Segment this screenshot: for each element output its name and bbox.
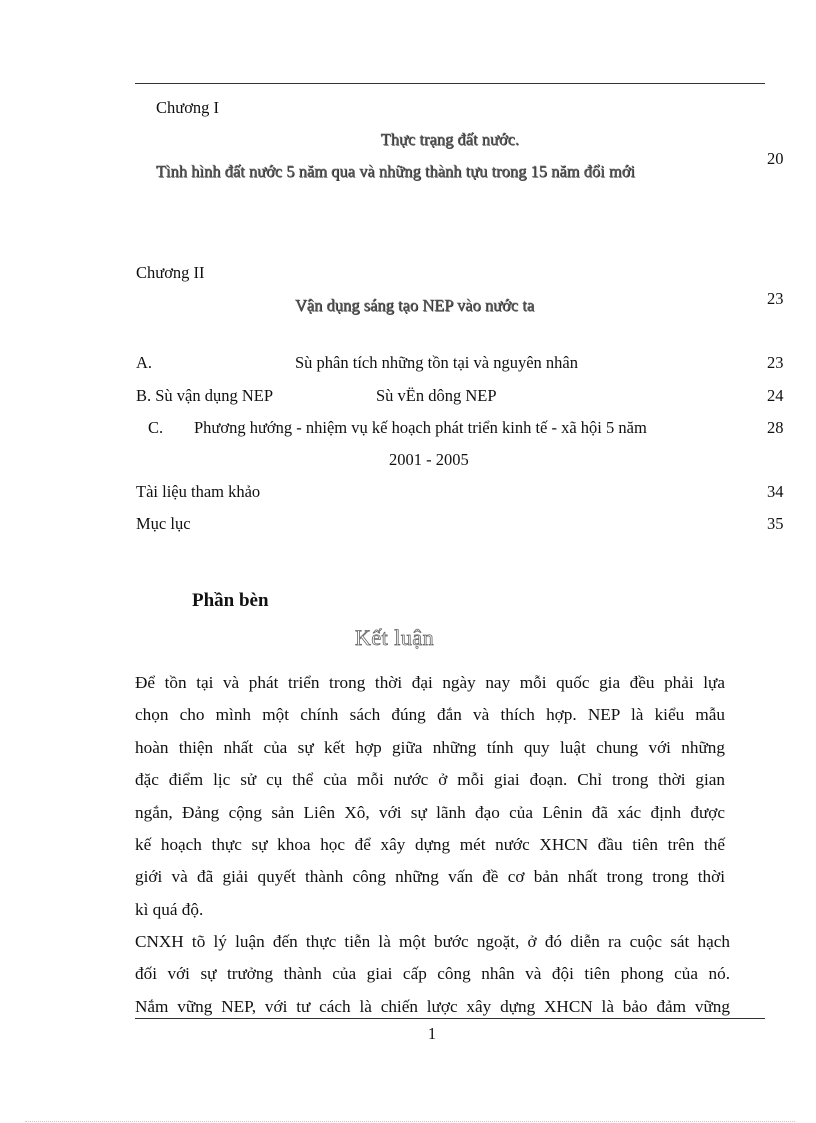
chapter1-title-line1 xyxy=(0,130,816,150)
page-number xyxy=(0,1024,816,1044)
part-heading: Phần bèn xyxy=(192,590,269,611)
toc-entry-references: Tài liệu tham khảo xyxy=(136,482,261,501)
chapter1-label: Chương I xyxy=(156,98,220,117)
toc-entry-c-continuation: 2001 - 2005 xyxy=(389,450,469,469)
chapter1-title-line2: Tình hình đất nước 5 năm qua và những thành tựu trong 15 năm đổi mới xyxy=(156,162,636,181)
toc-entry-c-prefix: C. xyxy=(148,418,164,437)
chapter2-title: Vận dụng sáng tạo NEP vào nước ta xyxy=(295,296,535,315)
paragraph-line: CNXH tõ lý luận đến thực tiễn là một bước ngoặt, ở đó diễn ra cuộc sát hạch xyxy=(135,932,730,951)
toc-entry-a-text: Sù phân tích những tồn tại và nguyên nhân xyxy=(295,353,578,372)
chapter1-title-line1-text: Thực trạng đất nước. xyxy=(380,130,520,149)
page-boundary xyxy=(25,1121,795,1122)
toc-entry-contents: Mục lục xyxy=(136,514,191,533)
header-rule xyxy=(135,83,765,84)
page-number-text: 1 xyxy=(427,1024,437,1043)
toc-entry-c-page: 28 xyxy=(767,418,784,437)
toc-entry-c-text: Phương hướng - nhiệm vụ kế hoạch phát triển kinh tế - xã hội 5 năm xyxy=(194,418,647,437)
toc-entry-b-text: Sù vËn dông NEP xyxy=(376,386,497,405)
toc-entry-a-page: 23 xyxy=(767,353,784,372)
paragraph-line: đặc điểm lịc sử cụ thể của mỗi nước ở mỗi giai đoạn. Chỉ trong thời gian xyxy=(135,770,725,790)
toc-entry-references-page: 34 xyxy=(767,482,784,501)
paragraph-1 xyxy=(135,667,725,926)
paragraph-2 xyxy=(135,926,730,1023)
section-title: Kết luận xyxy=(355,625,435,650)
toc-entry-a-prefix: A. xyxy=(136,353,153,372)
paragraph-line: chọn cho mình một chính sách đúng đắn và thích hợp. NEP là kiểu mẫu xyxy=(135,705,725,725)
paragraph-line: đối với sự trưởng thành của giai cấp công nhân và đội tiên phong của nó. xyxy=(135,964,730,984)
chapter2-page: 23 xyxy=(767,289,784,308)
paragraph-line: ngắn, Đảng cộng sản Liên Xô, với sự lãnh đạo của Lênin đã xác định được xyxy=(135,802,725,822)
paragraph-line: Để tồn tại và phát triển trong thời đại ngày nay mỗi quốc gia đều phải lựa xyxy=(135,673,725,692)
paragraph-line: giới và đã giải quyết thành công những vấn đề cơ bản nhất trong trong thời xyxy=(135,867,725,887)
toc-entry-b-page: 24 xyxy=(767,386,784,405)
toc-entry-b-prefix: B. Sù vận dụng NEP xyxy=(136,386,274,405)
chapter1-page: 20 xyxy=(767,149,784,168)
paragraph-line: kì quá độ. xyxy=(135,899,204,919)
toc-entry-contents-page: 35 xyxy=(767,514,784,533)
footer-rule xyxy=(135,1018,765,1019)
paragraph-line: kế hoạch thực sự khoa học để xây dựng mét nước XHCN đầu tiên trên thế xyxy=(135,834,725,854)
paragraph-line: Nắm vững NEP, với tư cách là chiến lược xây dựng XHCN là bảo đảm vững xyxy=(135,996,730,1016)
paragraph-line: hoàn thiện nhất của sự kết hợp giữa những tính quy luật chung với những xyxy=(135,737,725,757)
chapter2-label: Chương II xyxy=(136,263,205,282)
